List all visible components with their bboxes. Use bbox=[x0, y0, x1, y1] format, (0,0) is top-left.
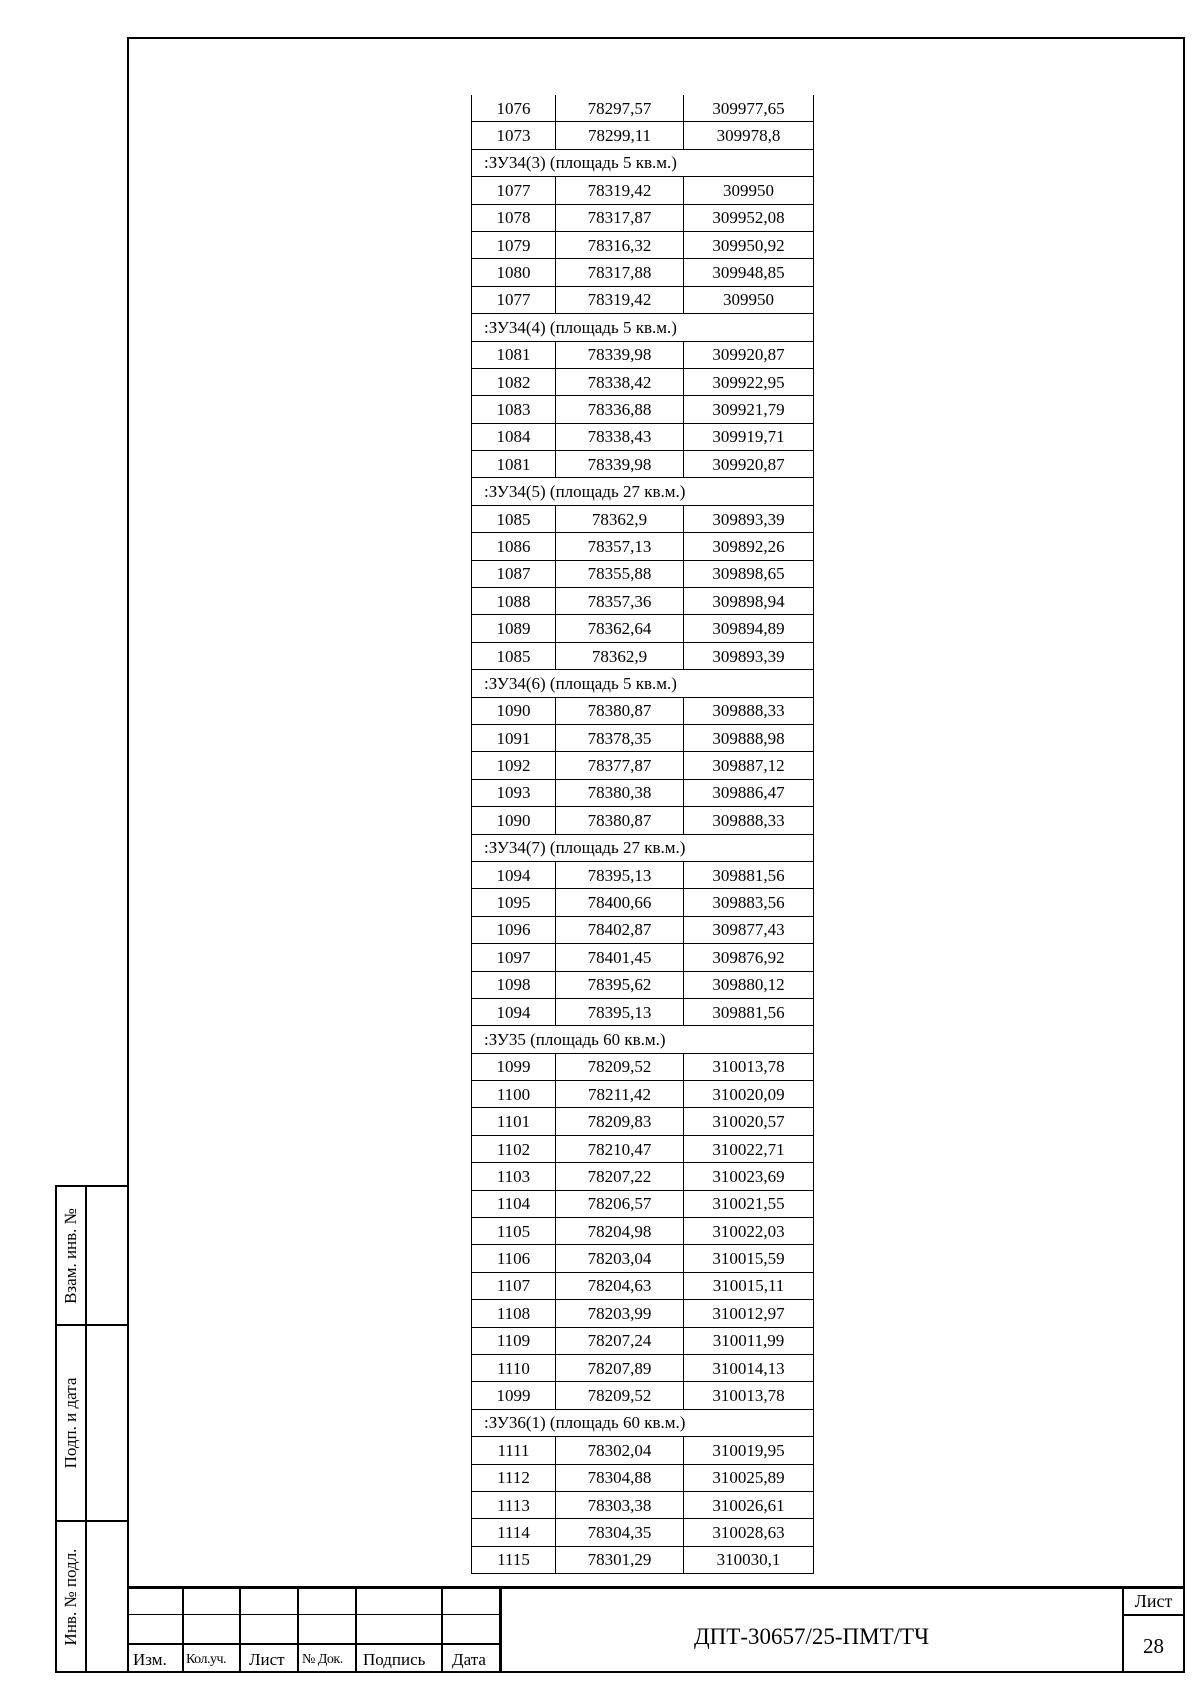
point-number-cell: 1093 bbox=[472, 779, 556, 806]
point-number-cell: 1106 bbox=[472, 1245, 556, 1272]
x-coordinate-cell: 78362,9 bbox=[556, 642, 684, 669]
table-row bbox=[472, 396, 814, 423]
x-coordinate-cell: 78395,62 bbox=[556, 971, 684, 998]
x-coordinate-cell: 78362,9 bbox=[556, 505, 684, 532]
section-label: :ЗУ34(3) (площадь 5 кв.м.) bbox=[472, 149, 814, 176]
y-coordinate-cell: 309881,56 bbox=[684, 998, 814, 1025]
point-number-cell: 1077 bbox=[472, 177, 556, 204]
y-coordinate-cell: 310022,03 bbox=[684, 1218, 814, 1245]
x-coordinate-cell: 78378,35 bbox=[556, 724, 684, 751]
x-coordinate-cell: 78304,88 bbox=[556, 1464, 684, 1491]
y-coordinate-cell: 309898,65 bbox=[684, 560, 814, 587]
x-coordinate-cell: 78206,57 bbox=[556, 1190, 684, 1217]
coordinates-table bbox=[471, 95, 814, 1574]
col-data: Дата bbox=[452, 1650, 486, 1669]
y-coordinate-cell: 309880,12 bbox=[684, 971, 814, 998]
y-coordinate-cell: 309893,39 bbox=[684, 505, 814, 532]
table-row bbox=[472, 752, 814, 779]
point-number-cell: 1110 bbox=[472, 1354, 556, 1381]
y-coordinate-cell: 310030,1 bbox=[684, 1546, 814, 1573]
y-coordinate-cell: 309948,85 bbox=[684, 259, 814, 286]
point-number-cell: 1099 bbox=[472, 1382, 556, 1409]
y-coordinate-cell: 310021,55 bbox=[684, 1190, 814, 1217]
x-coordinate-cell: 78339,98 bbox=[556, 451, 684, 478]
x-coordinate-cell: 78301,29 bbox=[556, 1546, 684, 1573]
x-coordinate-cell: 78319,42 bbox=[556, 286, 684, 313]
y-coordinate-cell: 310013,78 bbox=[684, 1382, 814, 1409]
section-row bbox=[472, 149, 814, 176]
y-coordinate-cell: 309978,8 bbox=[684, 122, 814, 149]
y-coordinate-cell: 309886,47 bbox=[684, 779, 814, 806]
x-coordinate-cell: 78357,36 bbox=[556, 588, 684, 615]
col-list: Лист bbox=[249, 1650, 285, 1669]
x-coordinate-cell: 78317,88 bbox=[556, 259, 684, 286]
x-coordinate-cell: 78355,88 bbox=[556, 560, 684, 587]
table-row bbox=[472, 1190, 814, 1217]
table-row bbox=[472, 259, 814, 286]
section-label: :ЗУ34(5) (площадь 27 кв.м.) bbox=[472, 478, 814, 505]
y-coordinate-cell: 310020,57 bbox=[684, 1108, 814, 1135]
table-row bbox=[472, 1163, 814, 1190]
table-row bbox=[472, 1300, 814, 1327]
y-coordinate-cell: 310013,78 bbox=[684, 1053, 814, 1080]
y-coordinate-cell: 310011,99 bbox=[684, 1327, 814, 1354]
table-row bbox=[472, 451, 814, 478]
section-label: :ЗУ36(1) (площадь 60 кв.м.) bbox=[472, 1409, 814, 1436]
table-row bbox=[472, 998, 814, 1025]
table-row bbox=[472, 944, 814, 971]
point-number-cell: 1082 bbox=[472, 368, 556, 395]
y-coordinate-cell: 310014,13 bbox=[684, 1354, 814, 1381]
point-number-cell: 1096 bbox=[472, 916, 556, 943]
x-coordinate-cell: 78339,98 bbox=[556, 341, 684, 368]
document-code: ДПТ-30657/25-ПМТ/ТЧ bbox=[693, 1624, 930, 1649]
point-number-cell: 1079 bbox=[472, 231, 556, 258]
point-number-cell: 1085 bbox=[472, 642, 556, 669]
table-row bbox=[472, 95, 814, 122]
y-coordinate-cell: 310028,63 bbox=[684, 1519, 814, 1546]
y-coordinate-cell: 310015,59 bbox=[684, 1245, 814, 1272]
x-coordinate-cell: 78400,66 bbox=[556, 889, 684, 916]
col-izm: Изм. bbox=[133, 1650, 167, 1669]
y-coordinate-cell: 309921,79 bbox=[684, 396, 814, 423]
y-coordinate-cell: 309881,56 bbox=[684, 861, 814, 888]
table-row bbox=[472, 1546, 814, 1573]
point-number-cell: 1099 bbox=[472, 1053, 556, 1080]
section-row bbox=[472, 1409, 814, 1436]
y-coordinate-cell: 309888,98 bbox=[684, 724, 814, 751]
x-coordinate-cell: 78302,04 bbox=[556, 1437, 684, 1464]
table-row bbox=[472, 286, 814, 313]
col-no-dok: № Док. bbox=[302, 1652, 343, 1667]
y-coordinate-cell: 309950 bbox=[684, 286, 814, 313]
point-number-cell: 1094 bbox=[472, 861, 556, 888]
vzam-inv-label: Взам. инв. № bbox=[61, 1207, 80, 1304]
y-coordinate-cell: 310023,69 bbox=[684, 1163, 814, 1190]
point-number-cell: 1090 bbox=[472, 697, 556, 724]
point-number-cell: 1100 bbox=[472, 1081, 556, 1108]
table-row bbox=[472, 368, 814, 395]
table-row bbox=[472, 807, 814, 834]
x-coordinate-cell: 78203,99 bbox=[556, 1300, 684, 1327]
table-row bbox=[472, 1327, 814, 1354]
table-row bbox=[472, 642, 814, 669]
section-label: :ЗУ34(6) (площадь 5 кв.м.) bbox=[472, 670, 814, 697]
y-coordinate-cell: 309950 bbox=[684, 177, 814, 204]
x-coordinate-cell: 78336,88 bbox=[556, 396, 684, 423]
section-row bbox=[472, 834, 814, 861]
table-row bbox=[472, 1491, 814, 1518]
side-stamp-podp-data bbox=[55, 1324, 127, 1522]
x-coordinate-cell: 78402,87 bbox=[556, 916, 684, 943]
x-coordinate-cell: 78297,57 bbox=[556, 95, 684, 122]
side-stamp-inv-podl bbox=[55, 1520, 127, 1673]
y-coordinate-cell: 309920,87 bbox=[684, 341, 814, 368]
sheet-number: 28 bbox=[1143, 1634, 1164, 1658]
x-coordinate-cell: 78209,83 bbox=[556, 1108, 684, 1135]
table-row bbox=[472, 615, 814, 642]
point-number-cell: 1085 bbox=[472, 505, 556, 532]
x-coordinate-cell: 78357,13 bbox=[556, 533, 684, 560]
y-coordinate-cell: 309950,92 bbox=[684, 231, 814, 258]
section-label: :ЗУ35 (площадь 60 кв.м.) bbox=[472, 1026, 814, 1053]
table-row bbox=[472, 697, 814, 724]
y-coordinate-cell: 309898,94 bbox=[684, 588, 814, 615]
point-number-cell: 1094 bbox=[472, 998, 556, 1025]
table-row bbox=[472, 1519, 814, 1546]
y-coordinate-cell: 309919,71 bbox=[684, 423, 814, 450]
point-number-cell: 1091 bbox=[472, 724, 556, 751]
table-row bbox=[472, 916, 814, 943]
y-coordinate-cell: 309876,92 bbox=[684, 944, 814, 971]
x-coordinate-cell: 78380,38 bbox=[556, 779, 684, 806]
y-coordinate-cell: 309952,08 bbox=[684, 204, 814, 231]
col-podpis: Подпись bbox=[363, 1650, 426, 1669]
section-row bbox=[472, 1026, 814, 1053]
table-row bbox=[472, 204, 814, 231]
y-coordinate-cell: 309877,43 bbox=[684, 916, 814, 943]
y-coordinate-cell: 309894,89 bbox=[684, 615, 814, 642]
y-coordinate-cell: 309920,87 bbox=[684, 451, 814, 478]
y-coordinate-cell: 309888,33 bbox=[684, 697, 814, 724]
y-coordinate-cell: 309977,65 bbox=[684, 95, 814, 122]
x-coordinate-cell: 78395,13 bbox=[556, 861, 684, 888]
table-row bbox=[472, 724, 814, 751]
table-row bbox=[472, 505, 814, 532]
y-coordinate-cell: 310012,97 bbox=[684, 1300, 814, 1327]
x-coordinate-cell: 78338,42 bbox=[556, 368, 684, 395]
point-number-cell: 1092 bbox=[472, 752, 556, 779]
podp-data-label: Подп. и дата bbox=[61, 1377, 80, 1469]
point-number-cell: 1076 bbox=[472, 95, 556, 122]
table-row bbox=[472, 533, 814, 560]
table-row bbox=[472, 1135, 814, 1162]
point-number-cell: 1087 bbox=[472, 560, 556, 587]
x-coordinate-cell: 78380,87 bbox=[556, 807, 684, 834]
table-row bbox=[472, 1382, 814, 1409]
x-coordinate-cell: 78395,13 bbox=[556, 998, 684, 1025]
table-row bbox=[472, 122, 814, 149]
x-coordinate-cell: 78209,52 bbox=[556, 1053, 684, 1080]
y-coordinate-cell: 309922,95 bbox=[684, 368, 814, 395]
x-coordinate-cell: 78319,42 bbox=[556, 177, 684, 204]
side-stamp-vzam-inv bbox=[55, 1185, 127, 1326]
section-row bbox=[472, 670, 814, 697]
point-number-cell: 1113 bbox=[472, 1491, 556, 1518]
x-coordinate-cell: 78204,63 bbox=[556, 1272, 684, 1299]
point-number-cell: 1104 bbox=[472, 1190, 556, 1217]
table-row bbox=[472, 1081, 814, 1108]
point-number-cell: 1089 bbox=[472, 615, 556, 642]
point-number-cell: 1105 bbox=[472, 1218, 556, 1245]
x-coordinate-cell: 78209,52 bbox=[556, 1382, 684, 1409]
x-coordinate-cell: 78304,35 bbox=[556, 1519, 684, 1546]
table-row bbox=[472, 1354, 814, 1381]
y-coordinate-cell: 309888,33 bbox=[684, 807, 814, 834]
x-coordinate-cell: 78204,98 bbox=[556, 1218, 684, 1245]
section-row bbox=[472, 314, 814, 341]
table-row bbox=[472, 779, 814, 806]
x-coordinate-cell: 78377,87 bbox=[556, 752, 684, 779]
x-coordinate-cell: 78338,43 bbox=[556, 423, 684, 450]
table-row bbox=[472, 177, 814, 204]
table-row bbox=[472, 1108, 814, 1135]
point-number-cell: 1081 bbox=[472, 341, 556, 368]
table-row bbox=[472, 423, 814, 450]
point-number-cell: 1084 bbox=[472, 423, 556, 450]
table-row bbox=[472, 1464, 814, 1491]
y-coordinate-cell: 309887,12 bbox=[684, 752, 814, 779]
x-coordinate-cell: 78207,22 bbox=[556, 1163, 684, 1190]
y-coordinate-cell: 309883,56 bbox=[684, 889, 814, 916]
y-coordinate-cell: 309892,26 bbox=[684, 533, 814, 560]
point-number-cell: 1078 bbox=[472, 204, 556, 231]
point-number-cell: 1097 bbox=[472, 944, 556, 971]
y-coordinate-cell: 310026,61 bbox=[684, 1491, 814, 1518]
table-row bbox=[472, 1272, 814, 1299]
x-coordinate-cell: 78207,89 bbox=[556, 1354, 684, 1381]
point-number-cell: 1107 bbox=[472, 1272, 556, 1299]
section-label: :ЗУ34(4) (площадь 5 кв.м.) bbox=[472, 314, 814, 341]
point-number-cell: 1090 bbox=[472, 807, 556, 834]
inv-podl-label: Инв. № подл. bbox=[61, 1548, 80, 1645]
y-coordinate-cell: 310015,11 bbox=[684, 1272, 814, 1299]
table-row bbox=[472, 1245, 814, 1272]
point-number-cell: 1080 bbox=[472, 259, 556, 286]
point-number-cell: 1111 bbox=[472, 1437, 556, 1464]
x-coordinate-cell: 78207,24 bbox=[556, 1327, 684, 1354]
x-coordinate-cell: 78211,42 bbox=[556, 1081, 684, 1108]
y-coordinate-cell: 310019,95 bbox=[684, 1437, 814, 1464]
point-number-cell: 1114 bbox=[472, 1519, 556, 1546]
point-number-cell: 1083 bbox=[472, 396, 556, 423]
table-row bbox=[472, 1053, 814, 1080]
y-coordinate-cell: 310022,71 bbox=[684, 1135, 814, 1162]
sheet-label: Лист bbox=[1134, 1591, 1173, 1611]
point-number-cell: 1073 bbox=[472, 122, 556, 149]
x-coordinate-cell: 78210,47 bbox=[556, 1135, 684, 1162]
table-row bbox=[472, 588, 814, 615]
point-number-cell: 1081 bbox=[472, 451, 556, 478]
point-number-cell: 1109 bbox=[472, 1327, 556, 1354]
col-kol-uch: Кол.уч. bbox=[186, 1652, 226, 1667]
x-coordinate-cell: 78303,38 bbox=[556, 1491, 684, 1518]
point-number-cell: 1095 bbox=[472, 889, 556, 916]
table-row bbox=[472, 231, 814, 258]
x-coordinate-cell: 78299,11 bbox=[556, 122, 684, 149]
point-number-cell: 1098 bbox=[472, 971, 556, 998]
point-number-cell: 1112 bbox=[472, 1464, 556, 1491]
x-coordinate-cell: 78203,04 bbox=[556, 1245, 684, 1272]
y-coordinate-cell: 310020,09 bbox=[684, 1081, 814, 1108]
point-number-cell: 1108 bbox=[472, 1300, 556, 1327]
x-coordinate-cell: 78362,64 bbox=[556, 615, 684, 642]
table-row bbox=[472, 1437, 814, 1464]
table-row bbox=[472, 971, 814, 998]
x-coordinate-cell: 78401,45 bbox=[556, 944, 684, 971]
table-row bbox=[472, 560, 814, 587]
table-row bbox=[472, 889, 814, 916]
y-coordinate-cell: 310025,89 bbox=[684, 1464, 814, 1491]
table-row bbox=[472, 1218, 814, 1245]
table-row bbox=[472, 861, 814, 888]
x-coordinate-cell: 78380,87 bbox=[556, 697, 684, 724]
point-number-cell: 1102 bbox=[472, 1135, 556, 1162]
point-number-cell: 1115 bbox=[472, 1546, 556, 1573]
point-number-cell: 1103 bbox=[472, 1163, 556, 1190]
point-number-cell: 1101 bbox=[472, 1108, 556, 1135]
x-coordinate-cell: 78317,87 bbox=[556, 204, 684, 231]
point-number-cell: 1077 bbox=[472, 286, 556, 313]
point-number-cell: 1088 bbox=[472, 588, 556, 615]
point-number-cell: 1086 bbox=[472, 533, 556, 560]
section-label: :ЗУ34(7) (площадь 27 кв.м.) bbox=[472, 834, 814, 861]
y-coordinate-cell: 309893,39 bbox=[684, 642, 814, 669]
table-row bbox=[472, 341, 814, 368]
section-row bbox=[472, 478, 814, 505]
x-coordinate-cell: 78316,32 bbox=[556, 231, 684, 258]
